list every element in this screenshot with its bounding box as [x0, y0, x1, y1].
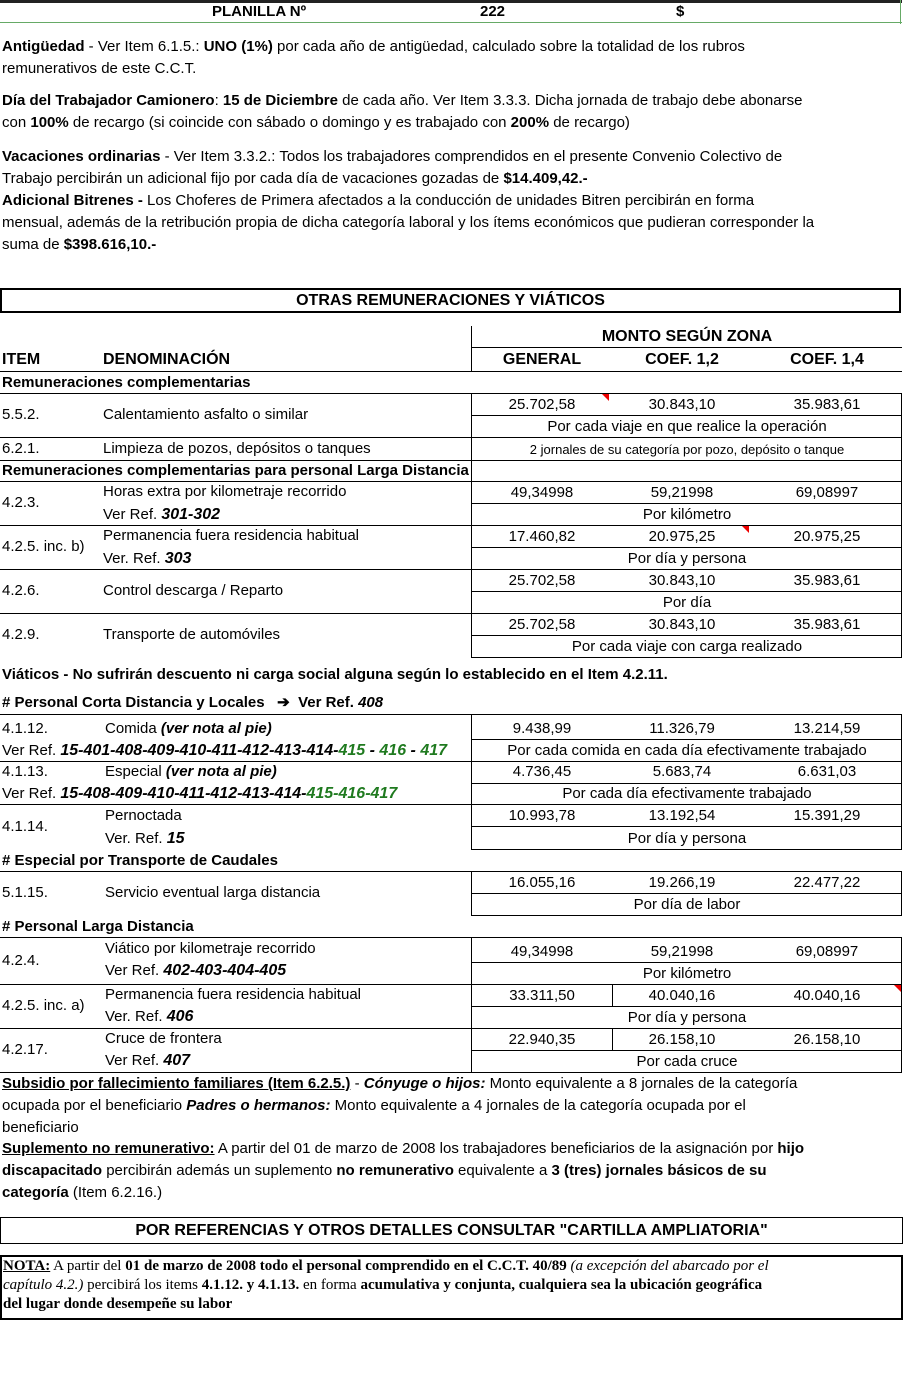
section-personal-larga-distancia: # Personal Larga Distancia: [2, 918, 194, 935]
text: 406: [166, 1008, 194, 1025]
row-line: [0, 569, 902, 570]
text: por cada año de antigüedad, calculado sobre la totalidad de los rubros: [272, 38, 745, 55]
value-general: 10.993,78: [508, 807, 576, 824]
value-note: Por día y persona: [627, 1009, 747, 1026]
comment-marker: [602, 394, 609, 401]
currency-symbol: $: [676, 3, 685, 20]
item-code: 4.1.12.: [2, 720, 48, 737]
value-general: 4.736,45: [512, 763, 572, 780]
text: 15 de Diciembre: [222, 92, 338, 109]
value-coef14: 13.214,59: [793, 720, 861, 737]
row-line: [471, 915, 902, 916]
text: del lugar donde desempeñe su labor: [3, 1296, 233, 1312]
item-code: 4.2.5. inc. b): [2, 538, 85, 555]
text: 15-408-409-410-411-412-413-414-: [60, 785, 307, 802]
value-note: Por kilómetro: [642, 965, 732, 982]
text: (ver nota al pie): [165, 763, 277, 780]
value-column-divider: [471, 937, 472, 1073]
value-coef12: 19.266,19: [648, 874, 716, 891]
text: 3 (tres) jornales básicos de su: [551, 1162, 767, 1179]
text: UNO (1%): [203, 38, 273, 55]
text: Ver Ref.: [105, 1052, 164, 1069]
item-denominacion: Permanencia fuera residencia habitual: [105, 986, 361, 1003]
item-code: 4.2.4.: [2, 952, 40, 969]
text: Comida: [105, 720, 161, 737]
text: - Ver Item 6.1.5.:: [84, 38, 204, 55]
item-denominacion: Limpieza de pozos, depósitos o tanques: [103, 440, 371, 457]
row-line: [471, 849, 902, 850]
value-column-divider: [471, 393, 472, 658]
value-general: 9.438,99: [512, 720, 572, 737]
text: 417: [420, 742, 448, 759]
cell-divider: [612, 1028, 613, 1050]
value-coef12: 20.975,25: [648, 528, 716, 545]
arrow-right-icon: ➔: [277, 694, 290, 711]
value-general: 25.702,58: [508, 616, 576, 633]
row-line: [0, 714, 902, 715]
value-note: Por cada cruce: [636, 1053, 738, 1070]
section-transporte-caudales: # Especial por Transporte de Caudales: [2, 852, 278, 869]
text: 415: [338, 742, 366, 759]
value-general: 16.055,16: [508, 874, 576, 891]
value-note: Por kilómetro: [642, 506, 732, 523]
text: percibirá los items: [83, 1277, 202, 1293]
value-coef14: 35.983,61: [793, 396, 861, 413]
value-general: 17.460,82: [508, 528, 576, 545]
value-coef14: 26.158,10: [793, 1031, 861, 1048]
general-column-header: GENERAL: [502, 351, 582, 368]
table-title: OTRAS REMUNERACIONES Y VIÁTICOS: [296, 292, 605, 309]
value-column-divider: [471, 714, 472, 850]
section-remuneraciones-complementarias: Remuneraciones complementarias: [2, 374, 251, 391]
text: Ver Ref.: [103, 506, 162, 523]
value-coef12: 26.158,10: [648, 1031, 716, 1048]
item-reference: [105, 1051, 190, 1071]
item-code: 4.2.9.: [2, 626, 40, 643]
row-line: [471, 893, 902, 894]
item-denominacion: Horas extra por kilometraje recorrido: [103, 483, 347, 500]
row-line: [471, 739, 902, 740]
item-code: 4.1.14.: [2, 818, 48, 835]
value-coef12: 13.192,54: [648, 807, 716, 824]
item-code: 6.2.1.: [2, 440, 40, 457]
value-note: Por día y persona: [627, 830, 747, 847]
row-line: [0, 437, 902, 438]
text: beneficiario: [2, 1119, 79, 1136]
viaticos-note: Viáticos - No sufrirán descuento ni carga social alguna según lo establecido en el Item 4.2.11.: [2, 666, 668, 683]
row-line: [471, 591, 902, 592]
text: (ver nota al pie): [160, 720, 272, 737]
denominacion-column-header: DENOMINACIÓN: [103, 351, 231, 368]
item-reference: [103, 505, 220, 525]
suplemento-paragraph: [2, 1138, 902, 1204]
text: percibirán además un suplemento: [102, 1162, 337, 1179]
value-coef12: 59,21998: [650, 943, 714, 960]
antiguedad-title: Antigüedad: [2, 38, 85, 55]
text: 303: [164, 550, 192, 567]
monto-zona-header: MONTO SEGÚN ZONA: [601, 328, 773, 345]
text: de recargo): [549, 114, 630, 131]
text: 15: [166, 830, 185, 847]
value-note: Por día de labor: [633, 896, 741, 913]
text: $398.616,10.-: [63, 236, 157, 253]
value-coef12: 59,21998: [650, 484, 714, 501]
value-note: Por cada día efectivamente trabajado: [562, 785, 812, 802]
text: Especial: [105, 763, 166, 780]
value-note: Por cada viaje en que realice la operación: [547, 418, 827, 435]
value-coef14: 40.040,16: [793, 987, 861, 1004]
antiguedad-paragraph: [2, 36, 902, 80]
coef14-column-header: COEF. 1,4: [790, 351, 864, 368]
value-general: 49,34998: [510, 943, 574, 960]
text: 200%: [510, 114, 550, 131]
row-line: [471, 547, 902, 548]
text: remunerativos de este C.C.T.: [2, 60, 197, 77]
row-line: [0, 613, 902, 614]
item-denominacion: Cruce de frontera: [105, 1030, 222, 1047]
item-code: 4.2.5. inc. a): [2, 997, 85, 1014]
right-border: [901, 714, 902, 850]
text: Ver Ref.: [105, 962, 164, 979]
text: Ver. Ref.: [105, 1008, 167, 1025]
value-coef14: 6.631,03: [797, 763, 857, 780]
text: suma de: [2, 236, 64, 253]
text: Ver. Ref.: [105, 830, 167, 847]
item-column-header: ITEM: [2, 351, 41, 368]
item-denominacion: Transporte de automóviles: [103, 626, 281, 643]
section-corta-distancia: [2, 693, 383, 713]
suplemento-title: Suplemento no remunerativo:: [2, 1140, 215, 1157]
right-border: [901, 393, 902, 658]
text: Cónyuge o hijos:: [363, 1075, 486, 1092]
text: ocupada por el beneficiario: [2, 1097, 187, 1114]
text: Ver Ref.: [2, 785, 61, 802]
value-coef14: 69,08997: [795, 484, 859, 501]
cell-divider: [612, 984, 613, 1006]
value-general: 22.940,35: [508, 1031, 576, 1048]
dia-trabajador-title: Día del Trabajador Camionero: [2, 92, 215, 109]
row-line: [0, 393, 902, 394]
value-general: 33.311,50: [509, 987, 575, 1004]
value-note: Por día y persona: [627, 550, 747, 567]
top-border: [0, 0, 902, 3]
text: Monto equivalente a 8 jornales de la categoría: [485, 1075, 798, 1092]
item-denominacion: Control descarga / Reparto: [103, 582, 284, 599]
row-line: [471, 1050, 902, 1051]
text: 100%: [30, 114, 69, 131]
header-bottom-line: [0, 371, 902, 372]
text: (a excepción del abarcado por el: [566, 1258, 769, 1274]
row-line: [0, 937, 902, 938]
text: 416: [379, 742, 407, 759]
item-code: 4.1.13.: [2, 763, 48, 780]
row-line: [0, 871, 902, 872]
item-reference: [105, 1007, 193, 1027]
text: # Personal Corta Distancia y Locales: [2, 694, 265, 711]
value-coef14: 20.975,25: [793, 528, 861, 545]
referencias-text: POR REFERENCIAS Y OTROS DETALLES CONSULTAR "CARTILLA AMPLIATORIA": [135, 1222, 768, 1239]
value-coef14: 35.983,61: [793, 572, 861, 589]
right-border: [901, 937, 902, 1073]
subsidio-paragraph: [2, 1073, 902, 1139]
value-general: 25.702,58: [508, 396, 576, 413]
item-code: 4.2.17.: [2, 1041, 48, 1058]
value-coef12: 5.683,74: [652, 763, 712, 780]
planilla-label: PLANILLA Nº: [212, 3, 307, 20]
text: equivalente a: [453, 1162, 552, 1179]
value-note: Por cada comida en cada día efectivamente trabajado: [507, 742, 867, 759]
bitrenes-title: Adicional Bitrenes -: [2, 192, 148, 209]
text: en forma: [299, 1277, 361, 1293]
value-coef14: 35.983,61: [793, 616, 861, 633]
value-note: Por cada viaje con carga realizado: [571, 638, 803, 655]
value-note: 2 jornales de su categoría por pozo, depósito o tanque: [529, 442, 845, 457]
item-code: 4.2.6.: [2, 582, 40, 599]
text: mensual, además de la retribución propia de dicha categoría laboral y los ítems económicos que pudieran corresponder la: [2, 214, 815, 231]
text: 15-401-408-409-410-411-412-413-414-: [60, 742, 339, 759]
value-general: 49,34998: [510, 484, 574, 501]
value-note: Por día: [662, 594, 712, 611]
row-line: [471, 415, 902, 416]
text: categoría: [2, 1184, 69, 1201]
text: -: [365, 742, 380, 759]
item-denominacion: Servicio eventual larga distancia: [105, 884, 321, 901]
item-code: 5.1.15.: [2, 884, 48, 901]
item-reference: [103, 549, 191, 569]
text: 408: [358, 694, 384, 711]
dia-trabajador-paragraph: [2, 90, 902, 134]
row-line: [471, 657, 902, 658]
row-line: [471, 1006, 902, 1007]
value-coef12: 30.843,10: [648, 616, 716, 633]
text: Ver Ref.: [298, 694, 359, 711]
text: discapacitado: [2, 1162, 103, 1179]
nota-box: [0, 1255, 903, 1320]
referencias-box: [0, 1217, 903, 1244]
text: A partir del 01 de marzo de 2008 los trabajadores beneficiarios de la asignación por: [214, 1140, 778, 1157]
row-line: [471, 635, 902, 636]
item-code: 5.5.2.: [2, 406, 40, 423]
text: 407: [163, 1052, 191, 1069]
row-line: [471, 503, 902, 504]
text: $14.409,42.-: [503, 170, 588, 187]
item-code: 4.2.3.: [2, 494, 40, 511]
header-right-border: [900, 0, 901, 24]
item-denominacion: Calentamiento asfalto o similar: [103, 406, 309, 423]
text: -: [406, 742, 421, 759]
value-coef14: 69,08997: [795, 943, 859, 960]
text: acumulativa y conjunta, cualquiera sea la ubicación geográfica: [360, 1277, 763, 1293]
text: 4.1.12. y 4.1.13.: [201, 1277, 300, 1293]
text: 01 de marzo de 2008 todo el personal comprendido en el C.C.T. 40/89: [125, 1258, 567, 1274]
row-line: [0, 804, 902, 805]
text: A partir del: [50, 1258, 126, 1274]
text: hijo: [777, 1140, 805, 1157]
text: Ver Ref.: [2, 742, 61, 759]
text: :: [214, 92, 223, 109]
text: Ver. Ref.: [103, 550, 165, 567]
monto-underline: [471, 347, 902, 348]
coef12-column-header: COEF. 1,2: [645, 351, 719, 368]
text: (Item 6.2.16.): [68, 1184, 163, 1201]
text: Padres o hermanos:: [186, 1097, 331, 1114]
item-reference: [105, 829, 185, 849]
item-reference: [105, 961, 286, 981]
text: - Ver Item 3.3.2.: Todos los trabajadores comprendidos en el presente Convenio Colectivo de: [160, 148, 783, 165]
text: 415-416-417: [306, 785, 398, 802]
planilla-number: 222: [480, 3, 506, 20]
nota-label: NOTA:: [3, 1258, 51, 1274]
value-coef12: 40.040,16: [648, 987, 716, 1004]
value-coef12: 30.843,10: [648, 396, 716, 413]
nota-text: [3, 1257, 900, 1314]
comment-marker: [742, 526, 749, 533]
item-denominacion: Viático por kilometraje recorrido: [105, 940, 316, 957]
row-line: [471, 826, 902, 827]
item-denominacion: [105, 719, 272, 739]
comment-marker: [894, 985, 901, 992]
value-coef12: 30.843,10: [648, 572, 716, 589]
header-bottom-border: [0, 22, 902, 23]
item-reference: [2, 784, 397, 804]
right-border: [901, 871, 902, 916]
value-coef12: 11.326,79: [649, 720, 715, 737]
item-denominacion: Permanencia fuera residencia habitual: [103, 527, 359, 544]
row-line: [471, 962, 902, 963]
value-column-divider: [471, 871, 472, 916]
text: -: [350, 1075, 364, 1092]
text: 301-302: [161, 506, 221, 523]
value-general: 25.702,58: [508, 572, 576, 589]
text: no remunerativo: [336, 1162, 454, 1179]
text: capítulo 4.2.): [3, 1277, 84, 1293]
text: 402-403-404-405: [163, 962, 287, 979]
subsidio-title: Subsidio por fallecimiento familiares (Item 6.2.5.): [2, 1075, 351, 1092]
text: Monto equivalente a 4 jornales de la categoría ocupada por el: [330, 1097, 746, 1114]
vacaciones-title: Vacaciones ordinarias: [2, 148, 161, 165]
value-coef14: 22.477,22: [793, 874, 861, 891]
item-reference: [2, 741, 447, 761]
text: de cada año. Ver Item 3.3.3. Dicha jornada de trabajo debe abonarse: [337, 92, 803, 109]
section-larga-distancia-complementarias: Remuneraciones complementarias para personal Larga Distancia: [2, 462, 469, 479]
text: Los Choferes de Primera afectados a la conducción de unidades Bitren percibirán en forma: [147, 192, 755, 209]
item-denominacion: [105, 762, 277, 782]
vacaciones-paragraph: [2, 146, 902, 256]
item-denominacion: Pernoctada: [105, 807, 182, 824]
value-coef14: 15.391,29: [793, 807, 861, 824]
text: Trabajo percibirán un adicional fijo por cada día de vacaciones gozadas de: [2, 170, 504, 187]
text: de recargo (si coincide con sábado o domingo y es trabajado con: [68, 114, 511, 131]
text: con: [2, 114, 31, 131]
table-title-box: [0, 288, 901, 313]
